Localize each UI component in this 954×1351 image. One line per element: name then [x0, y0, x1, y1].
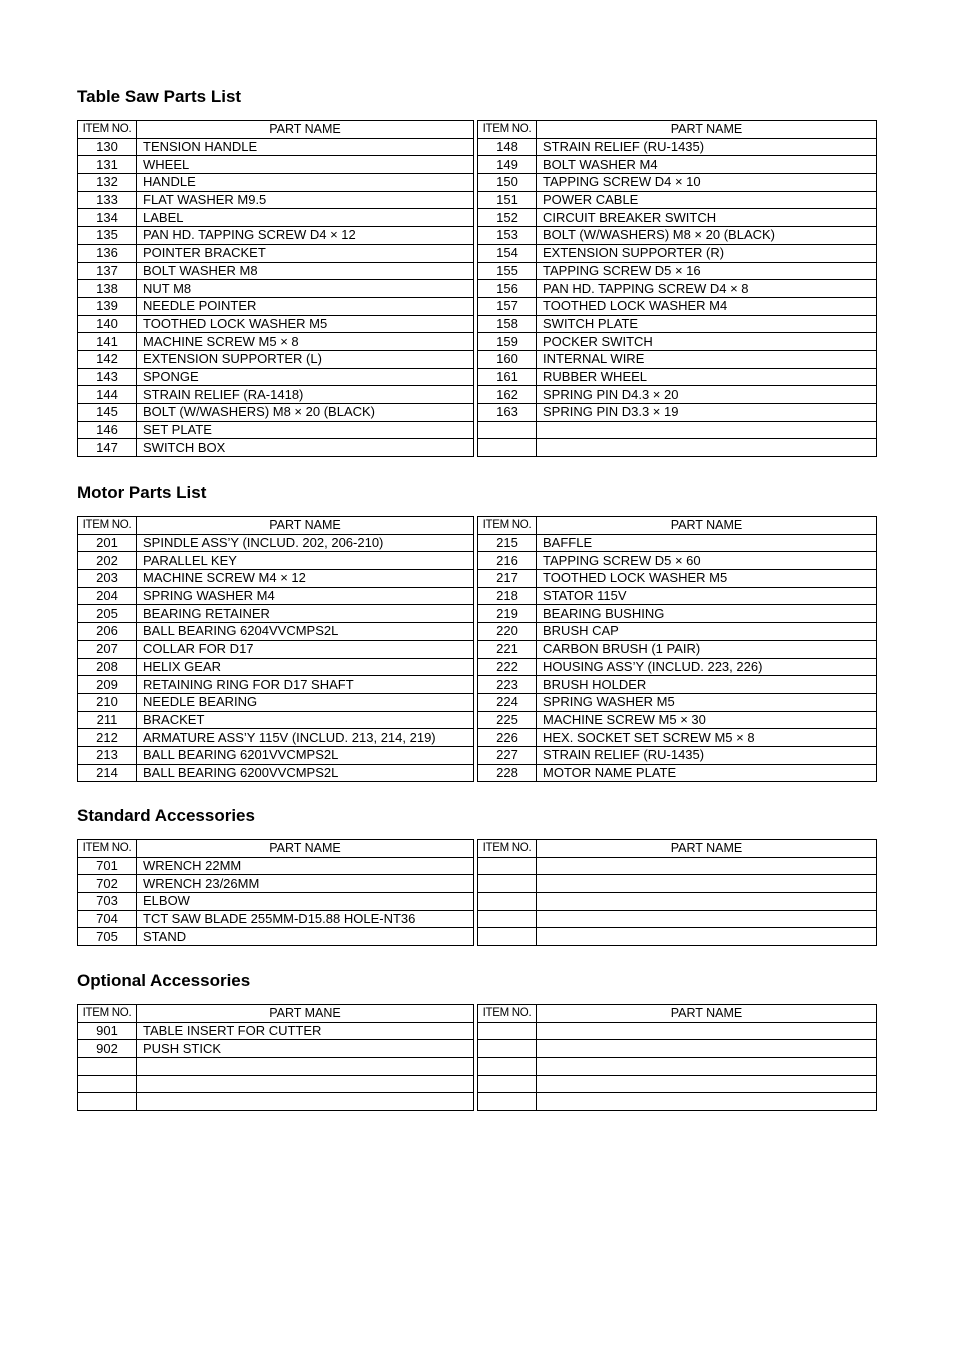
- part-name-cell: WHEEL: [137, 156, 474, 174]
- part-name-cell: [137, 1093, 474, 1111]
- part-name-cell: HELIX GEAR: [137, 658, 474, 676]
- header-item-no: ITEM NO.: [478, 517, 537, 535]
- table-row: [78, 421, 474, 439]
- table-row: [78, 875, 474, 893]
- part-name-cell: MACHINE SCREW M5 × 30: [537, 711, 877, 729]
- part-name-cell: [137, 1075, 474, 1093]
- part-name-cell: BALL BEARING 6204VVCMPS2L: [137, 623, 474, 641]
- item-no-cell: 161: [478, 368, 537, 386]
- part-name-cell: TAPPING SCREW D5 × 60: [537, 552, 877, 570]
- item-no-cell: 156: [478, 280, 537, 298]
- table-row: [478, 421, 877, 439]
- table-row: [478, 711, 877, 729]
- parts-table-left: [77, 516, 474, 782]
- part-name-cell: POINTER BRACKET: [137, 244, 474, 262]
- part-name-cell: INTERNAL WIRE: [537, 350, 877, 368]
- part-name-cell: PAN HD. TAPPING SCREW D4 × 12: [137, 227, 474, 245]
- part-name-cell: MACHINE SCREW M4 × 12: [137, 570, 474, 588]
- item-no-cell: 153: [478, 227, 537, 245]
- item-no-cell: 139: [78, 297, 137, 315]
- table-row: [478, 658, 877, 676]
- item-no-cell: 902: [78, 1040, 137, 1058]
- part-name-cell: [537, 1058, 877, 1076]
- section-title: Motor Parts List: [77, 483, 207, 502]
- header-part-name: PART NAME: [137, 121, 474, 139]
- part-name-cell: STATOR 115V: [537, 587, 877, 605]
- part-name-cell: TCT SAW BLADE 255MM-D15.88 HOLE-NT36: [137, 910, 474, 928]
- part-name-cell: STRAIN RELIEF (RU-1435): [537, 746, 877, 764]
- table-row: [478, 764, 877, 782]
- table-row: [478, 534, 877, 552]
- table-row: [78, 297, 474, 315]
- table-row: [478, 693, 877, 711]
- part-name-cell: BRUSH CAP: [537, 623, 877, 641]
- item-no-cell: 131: [78, 156, 137, 174]
- section-title: Optional Accessories: [77, 971, 251, 990]
- table-header-row: [478, 121, 877, 139]
- item-no-cell: 224: [478, 693, 537, 711]
- table-row: [478, 386, 877, 404]
- table-row: [478, 623, 877, 641]
- item-no-cell: 704: [78, 910, 137, 928]
- part-name-cell: HANDLE: [137, 174, 474, 192]
- item-no-cell: [478, 1040, 537, 1058]
- part-name-cell: TAPPING SCREW D4 × 10: [537, 174, 877, 192]
- table-row: [478, 138, 877, 156]
- table-row: [78, 570, 474, 588]
- item-no-cell: 140: [78, 315, 137, 333]
- part-name-cell: [537, 439, 877, 457]
- item-no-cell: [78, 1058, 137, 1076]
- part-name-cell: [537, 910, 877, 928]
- table-row: [78, 928, 474, 946]
- item-no-cell: 152: [478, 209, 537, 227]
- part-name-cell: [537, 1040, 877, 1058]
- item-no-cell: [478, 875, 537, 893]
- part-name-cell: TOOTHED LOCK WASHER M4: [537, 297, 877, 315]
- parts-table-left: [77, 1004, 474, 1111]
- item-no-cell: 151: [478, 191, 537, 209]
- table-row: [478, 875, 877, 893]
- table-row: [78, 333, 474, 351]
- part-name-cell: SPRING PIN D4.3 × 20: [537, 386, 877, 404]
- table-row: [78, 174, 474, 192]
- table-row: [78, 262, 474, 280]
- table-row: [478, 605, 877, 623]
- table-row: [478, 1040, 877, 1058]
- table-row: [478, 570, 877, 588]
- table-row: [478, 297, 877, 315]
- item-no-cell: 223: [478, 676, 537, 694]
- part-name-cell: NEEDLE POINTER: [137, 297, 474, 315]
- item-no-cell: [478, 857, 537, 875]
- header-part-name: PART NAME: [537, 517, 877, 535]
- part-name-cell: PAN HD. TAPPING SCREW D4 × 8: [537, 280, 877, 298]
- part-name-cell: STAND: [137, 928, 474, 946]
- table-header-row: [478, 840, 877, 858]
- table-row: [78, 227, 474, 245]
- item-no-cell: 133: [78, 191, 137, 209]
- table-row: [78, 893, 474, 911]
- item-no-cell: [478, 910, 537, 928]
- table-row: [478, 315, 877, 333]
- table-header-row: [78, 121, 474, 139]
- table-row: [78, 857, 474, 875]
- table-row: [78, 746, 474, 764]
- item-no-cell: 159: [478, 333, 537, 351]
- part-name-cell: BALL BEARING 6201VVCMPS2L: [137, 746, 474, 764]
- item-no-cell: 149: [478, 156, 537, 174]
- part-name-cell: HOUSING ASS’Y (INCLUD. 223, 226): [537, 658, 877, 676]
- table-row: [478, 156, 877, 174]
- part-name-cell: PUSH STICK: [137, 1040, 474, 1058]
- table-row: [478, 729, 877, 747]
- table-row: [478, 1058, 877, 1076]
- table-row: [478, 676, 877, 694]
- section-motor-parts: [77, 483, 877, 780]
- header-item-no: ITEM NO.: [478, 840, 537, 858]
- item-no-cell: 134: [78, 209, 137, 227]
- part-name-cell: EXTENSION SUPPORTER (L): [137, 350, 474, 368]
- table-row: [478, 368, 877, 386]
- part-name-cell: ELBOW: [137, 893, 474, 911]
- item-no-cell: [478, 421, 537, 439]
- item-no-cell: 225: [478, 711, 537, 729]
- header-part-name: PART NAME: [137, 840, 474, 858]
- table-row: [78, 1075, 474, 1093]
- table-row: [78, 404, 474, 422]
- table-row: [478, 1075, 877, 1093]
- table-header-row: [478, 517, 877, 535]
- table-row: [478, 209, 877, 227]
- item-no-cell: 219: [478, 605, 537, 623]
- item-no-cell: [478, 1058, 537, 1076]
- table-row: [478, 174, 877, 192]
- section-standard-accessories: [77, 806, 877, 944]
- item-no-cell: 204: [78, 587, 137, 605]
- item-no-cell: 221: [478, 640, 537, 658]
- part-name-cell: HEX. SOCKET SET SCREW M5 × 8: [537, 729, 877, 747]
- item-no-cell: 216: [478, 552, 537, 570]
- item-no-cell: [78, 1075, 137, 1093]
- item-no-cell: 145: [78, 404, 137, 422]
- part-name-cell: NEEDLE BEARING: [137, 693, 474, 711]
- part-name-cell: LABEL: [137, 209, 474, 227]
- table-row: [78, 368, 474, 386]
- table-header-row: [78, 840, 474, 858]
- part-name-cell: TOOTHED LOCK WASHER M5: [137, 315, 474, 333]
- item-no-cell: 202: [78, 552, 137, 570]
- table-header-row: [478, 1005, 877, 1023]
- part-name-cell: TABLE INSERT FOR CUTTER: [137, 1022, 474, 1040]
- part-name-cell: SPONGE: [137, 368, 474, 386]
- part-name-cell: [137, 1058, 474, 1076]
- part-name-cell: [537, 893, 877, 911]
- table-row: [78, 623, 474, 641]
- item-no-cell: 214: [78, 764, 137, 782]
- item-no-cell: [478, 928, 537, 946]
- section-title: Standard Accessories: [77, 806, 255, 825]
- header-part-name: PART NAME: [137, 517, 474, 535]
- part-name-cell: [537, 875, 877, 893]
- item-no-cell: 163: [478, 404, 537, 422]
- item-no-cell: 227: [478, 746, 537, 764]
- part-name-cell: BRACKET: [137, 711, 474, 729]
- item-no-cell: 228: [478, 764, 537, 782]
- table-row: [478, 640, 877, 658]
- item-no-cell: 201: [78, 534, 137, 552]
- section-optional-accessories: [77, 971, 877, 1056]
- table-row: [478, 439, 877, 457]
- item-no-cell: 142: [78, 350, 137, 368]
- item-no-cell: 203: [78, 570, 137, 588]
- table-row: [78, 534, 474, 552]
- part-name-cell: TENSION HANDLE: [137, 138, 474, 156]
- part-name-cell: FLAT WASHER M9.5: [137, 191, 474, 209]
- item-no-cell: 226: [478, 729, 537, 747]
- table-row: [478, 928, 877, 946]
- item-no-cell: 218: [478, 587, 537, 605]
- item-no-cell: 222: [478, 658, 537, 676]
- item-no-cell: 136: [78, 244, 137, 262]
- header-part-name: PART MANE: [137, 1005, 474, 1023]
- part-name-cell: [537, 928, 877, 946]
- item-no-cell: 206: [78, 623, 137, 641]
- table-row: [478, 1093, 877, 1111]
- table-header-row: [78, 517, 474, 535]
- part-name-cell: POCKER SWITCH: [537, 333, 877, 351]
- item-no-cell: 901: [78, 1022, 137, 1040]
- item-no-cell: 220: [478, 623, 537, 641]
- item-no-cell: 207: [78, 640, 137, 658]
- part-name-cell: BEARING RETAINER: [137, 605, 474, 623]
- item-no-cell: 217: [478, 570, 537, 588]
- table-row: [78, 244, 474, 262]
- table-row: [78, 711, 474, 729]
- part-name-cell: NUT M8: [137, 280, 474, 298]
- table-row: [78, 439, 474, 457]
- table-row: [78, 910, 474, 928]
- item-no-cell: 130: [78, 138, 137, 156]
- part-name-cell: CIRCUIT BREAKER SWITCH: [537, 209, 877, 227]
- part-name-cell: WRENCH 23/26MM: [137, 875, 474, 893]
- part-name-cell: PARALLEL KEY: [137, 552, 474, 570]
- part-name-cell: [537, 421, 877, 439]
- part-name-cell: CARBON BRUSH (1 PAIR): [537, 640, 877, 658]
- table-row: [478, 227, 877, 245]
- item-no-cell: 162: [478, 386, 537, 404]
- table-row: [78, 1058, 474, 1076]
- table-row: [78, 605, 474, 623]
- header-item-no: ITEM NO.: [78, 121, 137, 139]
- header-item-no: ITEM NO.: [78, 840, 137, 858]
- part-name-cell: MOTOR NAME PLATE: [537, 764, 877, 782]
- table-row: [78, 386, 474, 404]
- table-row: [478, 280, 877, 298]
- item-no-cell: [478, 893, 537, 911]
- part-name-cell: SPRING WASHER M5: [537, 693, 877, 711]
- item-no-cell: 147: [78, 439, 137, 457]
- table-row: [78, 191, 474, 209]
- table-row: [478, 350, 877, 368]
- header-item-no: ITEM NO.: [78, 517, 137, 535]
- item-no-cell: 138: [78, 280, 137, 298]
- item-no-cell: [478, 439, 537, 457]
- item-no-cell: 143: [78, 368, 137, 386]
- part-name-cell: [537, 1022, 877, 1040]
- table-row: [478, 244, 877, 262]
- item-no-cell: 146: [78, 421, 137, 439]
- header-part-name: PART NAME: [537, 840, 877, 858]
- item-no-cell: 215: [478, 534, 537, 552]
- part-name-cell: SPRING PIN D3.3 × 19: [537, 404, 877, 422]
- table-row: [78, 676, 474, 694]
- table-row: [478, 552, 877, 570]
- table-row: [78, 315, 474, 333]
- item-no-cell: 148: [478, 138, 537, 156]
- table-row: [478, 404, 877, 422]
- header-part-name: PART NAME: [537, 121, 877, 139]
- part-name-cell: BOLT (W/WASHERS) M8 × 20 (BLACK): [137, 404, 474, 422]
- item-no-cell: 157: [478, 297, 537, 315]
- item-no-cell: 132: [78, 174, 137, 192]
- part-name-cell: SPRING WASHER M4: [137, 587, 474, 605]
- table-row: [78, 138, 474, 156]
- table-row: [478, 857, 877, 875]
- part-name-cell: TAPPING SCREW D5 × 16: [537, 262, 877, 280]
- section-table-saw-parts: [77, 87, 877, 455]
- parts-table-right: [477, 120, 877, 457]
- table-row: [78, 209, 474, 227]
- parts-table-right: [477, 839, 877, 946]
- table-row: [78, 658, 474, 676]
- table-row: [78, 1022, 474, 1040]
- part-name-cell: [537, 857, 877, 875]
- table-row: [478, 191, 877, 209]
- section-title: Table Saw Parts List: [77, 87, 242, 106]
- parts-table-right: [477, 516, 877, 782]
- parts-table-left: [77, 120, 474, 457]
- item-no-cell: 705: [78, 928, 137, 946]
- table-header-row: [78, 1005, 474, 1023]
- parts-table-right: [477, 1004, 877, 1111]
- header-item-no: ITEM NO.: [78, 1005, 137, 1023]
- header-item-no: ITEM NO.: [478, 121, 537, 139]
- item-no-cell: 213: [78, 746, 137, 764]
- table-row: [78, 764, 474, 782]
- header-item-no: ITEM NO.: [478, 1005, 537, 1023]
- part-name-cell: SET PLATE: [137, 421, 474, 439]
- item-no-cell: [478, 1093, 537, 1111]
- table-row: [78, 156, 474, 174]
- table-row: [78, 729, 474, 747]
- part-name-cell: BEARING BUSHING: [537, 605, 877, 623]
- item-no-cell: 150: [478, 174, 537, 192]
- table-row: [78, 587, 474, 605]
- part-name-cell: STRAIN RELIEF (RA-1418): [137, 386, 474, 404]
- part-name-cell: ARMATURE ASS’Y 115V (INCLUD. 213, 214, 219): [137, 729, 474, 747]
- item-no-cell: 208: [78, 658, 137, 676]
- part-name-cell: [537, 1093, 877, 1111]
- table-row: [478, 262, 877, 280]
- table-row: [478, 910, 877, 928]
- part-name-cell: POWER CABLE: [537, 191, 877, 209]
- table-row: [478, 587, 877, 605]
- item-no-cell: 701: [78, 857, 137, 875]
- part-name-cell: RUBBER WHEEL: [537, 368, 877, 386]
- item-no-cell: 155: [478, 262, 537, 280]
- part-name-cell: STRAIN RELIEF (RU-1435): [537, 138, 877, 156]
- item-no-cell: 160: [478, 350, 537, 368]
- parts-table-left: [77, 839, 474, 946]
- table-row: [78, 1040, 474, 1058]
- item-no-cell: 141: [78, 333, 137, 351]
- part-name-cell: SPINDLE ASS’Y (INCLUD. 202, 206-210): [137, 534, 474, 552]
- header-part-name: PART NAME: [537, 1005, 877, 1023]
- part-name-cell: BOLT WASHER M8: [137, 262, 474, 280]
- part-name-cell: WRENCH 22MM: [137, 857, 474, 875]
- table-row: [478, 1022, 877, 1040]
- table-row: [478, 893, 877, 911]
- item-no-cell: 212: [78, 729, 137, 747]
- table-row: [78, 693, 474, 711]
- item-no-cell: 210: [78, 693, 137, 711]
- part-name-cell: RETAINING RING FOR D17 SHAFT: [137, 676, 474, 694]
- item-no-cell: 137: [78, 262, 137, 280]
- table-row: [78, 552, 474, 570]
- item-no-cell: 135: [78, 227, 137, 245]
- part-name-cell: COLLAR FOR D17: [137, 640, 474, 658]
- part-name-cell: [537, 1075, 877, 1093]
- item-no-cell: [478, 1075, 537, 1093]
- table-row: [478, 333, 877, 351]
- part-name-cell: BOLT WASHER M4: [537, 156, 877, 174]
- item-no-cell: 702: [78, 875, 137, 893]
- part-name-cell: SWITCH PLATE: [537, 315, 877, 333]
- item-no-cell: 703: [78, 893, 137, 911]
- item-no-cell: [78, 1093, 137, 1111]
- item-no-cell: 158: [478, 315, 537, 333]
- item-no-cell: 154: [478, 244, 537, 262]
- table-row: [78, 1093, 474, 1111]
- item-no-cell: 144: [78, 386, 137, 404]
- table-row: [78, 640, 474, 658]
- part-name-cell: EXTENSION SUPPORTER (R): [537, 244, 877, 262]
- table-row: [78, 350, 474, 368]
- part-name-cell: BRUSH HOLDER: [537, 676, 877, 694]
- part-name-cell: SWITCH BOX: [137, 439, 474, 457]
- part-name-cell: BAFFLE: [537, 534, 877, 552]
- item-no-cell: 205: [78, 605, 137, 623]
- part-name-cell: BOLT (W/WASHERS) M8 × 20 (BLACK): [537, 227, 877, 245]
- item-no-cell: [478, 1022, 537, 1040]
- part-name-cell: MACHINE SCREW M5 × 8: [137, 333, 474, 351]
- item-no-cell: 211: [78, 711, 137, 729]
- item-no-cell: 209: [78, 676, 137, 694]
- part-name-cell: TOOTHED LOCK WASHER M5: [537, 570, 877, 588]
- part-name-cell: BALL BEARING 6200VVCMPS2L: [137, 764, 474, 782]
- table-row: [478, 746, 877, 764]
- table-row: [78, 280, 474, 298]
